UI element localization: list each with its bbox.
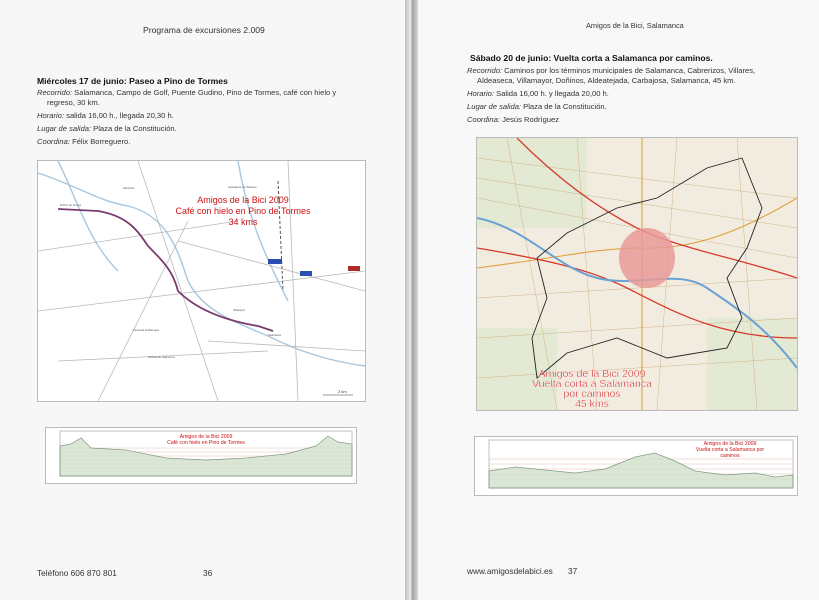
coordina-line	[467, 115, 559, 126]
svg-text:Salamanca: Salamanca	[268, 334, 281, 337]
horario-label: Horario:	[37, 111, 65, 120]
svg-text:Valverdon: Valverdon	[123, 187, 135, 190]
map-title-1: Amigos de la Bici 2009	[538, 368, 646, 380]
page-header: Amigos de la Bici, Salamanca	[586, 21, 684, 30]
event-title: Sábado 20 de junio: Vuelta corta a Salamanca por caminos.	[470, 53, 713, 63]
horario-text: Salida 16,00 h. y llegada 20,00 h.	[496, 89, 609, 98]
map-scale: 2 km	[338, 389, 347, 394]
profile-title-3: caminos	[720, 453, 740, 459]
recorrido-line	[37, 88, 367, 99]
lugar-text: Plaza de la Constitución.	[523, 102, 607, 111]
profile-title-1: Amigos de la Bici 2009	[179, 434, 233, 440]
page-number: 36	[203, 568, 213, 578]
horario-line	[467, 89, 609, 100]
recorrido-line	[467, 66, 812, 77]
profile-title-2: Café con hielo en Pino de Tormes	[167, 440, 245, 446]
svg-text:Castellanos de Villiquera: Castellanos de Villiquera	[228, 186, 257, 189]
recorrido-text-2: Aldeaseca, Villamayor, Doñinos, Aldeatejada, Carbajosa, Salamanca, 45 km.	[477, 76, 736, 85]
recorrido-label: Recorrido:	[467, 66, 503, 75]
recorrido-label: Recorrido:	[37, 88, 73, 97]
website: www.amigosdelabici.es	[467, 566, 553, 576]
route-map	[476, 137, 798, 411]
map-title-4: 45 kms	[575, 398, 609, 410]
recorrido-text: Caminos por los términos municipales de Salamanca, Cabrerizos, Villares,	[504, 66, 756, 75]
lugar-line	[467, 102, 607, 113]
horario-text: salida 16,00 h., llegada 20,30 h.	[66, 111, 174, 120]
svg-text:Doñinos de Salamanca: Doñinos de Salamanca	[148, 356, 175, 359]
coordina-label: Coordina:	[37, 137, 70, 146]
map-title-3: por caminos	[563, 388, 621, 400]
horario-label: Horario:	[467, 89, 495, 98]
lugar-label: Lugar de salida:	[467, 102, 522, 111]
route-map-svg	[477, 138, 797, 410]
profile-title-1: Amigos de la Bici 2009	[703, 441, 757, 447]
book-gutter	[405, 0, 418, 600]
route-map-svg	[38, 161, 365, 401]
coordina-text: Félix Borreguero.	[72, 137, 131, 146]
route-map	[37, 160, 366, 402]
lugar-line	[37, 124, 177, 135]
recorrido-text: Salamanca, Campo de Golf, Puente Gudino, Pino de Tormes, café con hielo y	[74, 88, 337, 97]
coordina-line	[37, 137, 130, 148]
recorrido-text-2: regreso, 30 km.	[47, 98, 100, 107]
route-line	[58, 209, 273, 331]
horario-line	[37, 111, 174, 122]
page-header: Programa de excursiones 2.009	[143, 25, 265, 35]
elevation-profile-svg	[46, 428, 356, 483]
map-title-1: Amigos de la Bici 2009	[197, 195, 289, 205]
coordina-label: Coordina:	[467, 115, 500, 124]
page-number: 37	[568, 566, 578, 576]
elevation-profile-svg	[475, 437, 797, 495]
svg-text:El Pino de Tormes: El Pino de Tormes	[60, 204, 81, 207]
map-title-2: Café con hielo en Pino de Tormes	[175, 206, 311, 216]
city-area	[619, 228, 675, 288]
elevation-profile	[45, 427, 357, 484]
map-title-3: 34 kms	[228, 217, 258, 227]
left-page	[0, 0, 405, 600]
lugar-text: Plaza de la Constitución.	[93, 124, 177, 133]
profile-title-2: Vuelta corta a Salamanca por	[695, 447, 765, 453]
svg-text:Villamayor: Villamayor	[233, 309, 246, 312]
event-title: Miércoles 17 de junio: Paseo a Pino de Tormes	[37, 76, 228, 86]
lugar-label: Lugar de salida:	[37, 124, 92, 133]
map-title-2: Vuelta corta a Salamanca	[532, 378, 652, 390]
right-page	[418, 0, 819, 600]
coordina-text: Jesús Rodríguez	[502, 115, 560, 124]
phone-number: Teléfono 606 870 801	[37, 568, 117, 578]
elevation-profile	[474, 436, 798, 496]
svg-text:Carrascal de Barregas: Carrascal de Barregas	[133, 329, 159, 332]
